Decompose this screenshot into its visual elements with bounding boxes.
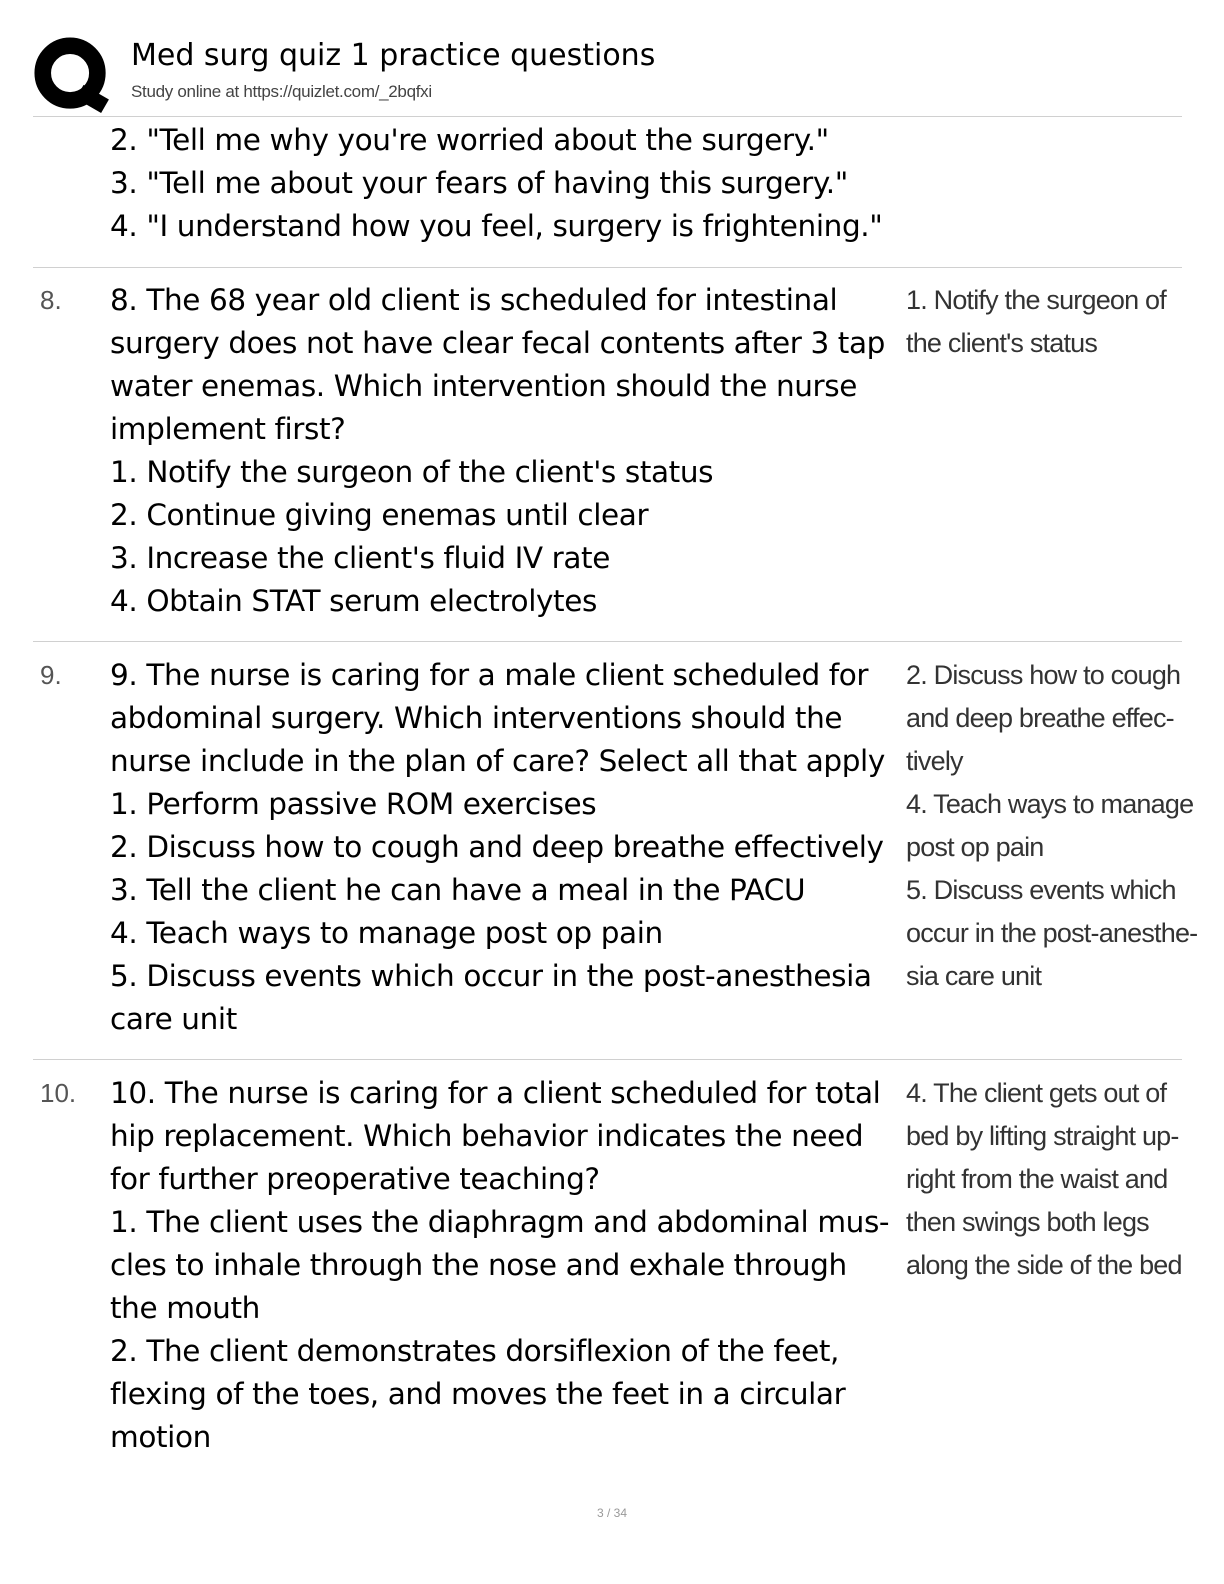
divider	[33, 267, 1182, 268]
option-line: 3. Increase the client's fluid IV rate	[110, 541, 610, 575]
option-line: 1. Perform passive ROM exercises	[110, 787, 597, 821]
option-line: 2. The client demonstrates dorsiflexion of the feet,	[110, 1334, 840, 1368]
page-number: 3 / 34	[596, 1506, 628, 1520]
answer-line: sia care unit	[906, 961, 1042, 991]
question-text	[110, 654, 900, 1041]
option-line: 4. "I understand how you feel, surgery is frightening."	[110, 209, 883, 243]
answer-line: 5. Discuss events which	[906, 875, 1176, 905]
answer-line: 4. Teach ways to manage	[906, 789, 1194, 819]
question-line: hip replacement. Which behavior indicates the need	[110, 1119, 864, 1153]
answer-line: right from the waist and	[906, 1164, 1168, 1194]
option-line: 4. Obtain STAT serum electrolytes	[110, 584, 597, 618]
option-line: care unit	[110, 1002, 237, 1036]
answer-line: post op pain	[906, 832, 1044, 862]
answer-line: 4. The client gets out of	[906, 1078, 1167, 1108]
answer-text	[906, 654, 1198, 998]
answer-line: 1. Notify the surgeon of	[906, 285, 1166, 315]
continuation-options	[110, 119, 900, 248]
divider	[33, 1059, 1182, 1060]
question-line: surgery does not have clear fecal contents after 3 tap	[110, 326, 885, 360]
question-line: 10. The nurse is caring for a client scheduled for total	[110, 1076, 881, 1110]
question-line: nurse include in the plan of care? Select all that apply	[110, 744, 885, 778]
question-line: implement first?	[110, 412, 346, 446]
option-line: 2. Continue giving enemas until clear	[110, 498, 649, 532]
option-line: 3. "Tell me about your fears of having this surgery."	[110, 166, 848, 200]
option-line: cles to inhale through the nose and exhale through	[110, 1248, 847, 1282]
option-line: 2. Discuss how to cough and deep breathe effectively	[110, 830, 884, 864]
question-line: water enemas. Which intervention should the nurse	[110, 369, 857, 403]
answer-line: and deep breathe effec-	[906, 703, 1174, 733]
question-text	[110, 1072, 900, 1459]
study-online-link[interactable]: Study online at https://quizlet.com/_2bqfxi	[131, 82, 432, 101]
option-line: 1. Notify the surgeon of the client's status	[110, 455, 714, 489]
answer-line: bed by lifting straight up-	[906, 1121, 1179, 1151]
divider	[33, 641, 1182, 642]
answer-text	[906, 1072, 1182, 1287]
page-header	[33, 30, 1183, 116]
answer-line: the client's status	[906, 328, 1098, 358]
option-line: flexing of the toes, and moves the feet in a circular	[110, 1377, 846, 1411]
question-line: 9. The nurse is caring for a male client scheduled for	[110, 658, 869, 692]
option-line: 3. Tell the client he can have a meal in the PACU	[110, 873, 806, 907]
question-line: abdominal surgery. Which interventions should the	[110, 701, 843, 735]
option-line: motion	[110, 1420, 211, 1454]
answer-line: occur in the post-anesthe-	[906, 918, 1198, 948]
answer-line: then swings both legs	[906, 1207, 1149, 1237]
option-line: 2. "Tell me why you're worried about the surgery."	[110, 123, 829, 157]
divider	[33, 116, 1182, 117]
question-number: 10.	[40, 1078, 77, 1108]
answer-line: 2. Discuss how to cough	[906, 660, 1181, 690]
question-number: 8.	[40, 285, 62, 315]
question-text	[110, 279, 900, 623]
option-line: the mouth	[110, 1291, 260, 1325]
answer-line: along the side of the bed	[906, 1250, 1182, 1280]
question-number: 9.	[40, 660, 62, 690]
page-title: Med surg quiz 1 practice questions	[131, 38, 656, 73]
question-line: for further preoperative teaching?	[110, 1162, 600, 1196]
answer-text	[906, 279, 1176, 365]
option-line: 5. Discuss events which occur in the post-anesthesia	[110, 959, 872, 993]
question-line: 8. The 68 year old client is scheduled for intestinal	[110, 283, 838, 317]
option-line: 4. Teach ways to manage post op pain	[110, 916, 663, 950]
option-line: 1. The client uses the diaphragm and abdominal mus-	[110, 1205, 890, 1239]
answer-line: tively	[906, 746, 963, 776]
quizlet-logo-icon	[33, 36, 111, 114]
